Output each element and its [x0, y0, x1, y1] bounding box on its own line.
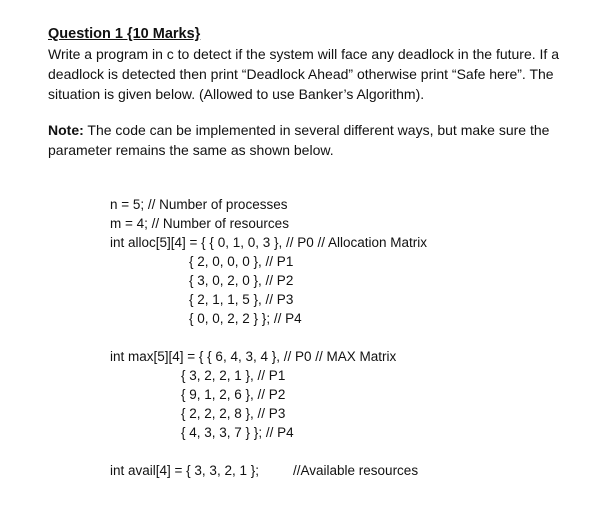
alloc-line-2: { 3, 0, 2, 0 }, // P2 [189, 273, 294, 288]
note-label: Note: [48, 122, 84, 138]
max-line-4: { 4, 3, 3, 7 } }; // P4 [181, 425, 294, 440]
avail-line-code: int avail[4] = { 3, 3, 2, 1 }; [110, 463, 259, 478]
code-line-n: n = 5; // Number of processes [110, 197, 288, 212]
alloc-line-1: { 2, 0, 0, 0 }, // P1 [189, 254, 294, 269]
alloc-line-3: { 2, 1, 1, 5 }, // P3 [189, 292, 294, 307]
note-paragraph [48, 120, 583, 160]
alloc-line-0: int alloc[5][4] = { { 0, 1, 0, 3 }, // P0 // Allocation Matrix [110, 235, 428, 250]
alloc-line-4: { 0, 0, 2, 2 } }; // P4 [189, 311, 302, 326]
avail-line-comment: //Available resources [293, 463, 419, 478]
code-line-m: m = 4; // Number of resources [110, 216, 289, 231]
max-line-3: { 2, 2, 2, 8 }, // P3 [181, 406, 286, 421]
question-heading: Question 1 {10 Marks} [48, 26, 201, 42]
max-line-2: { 9, 1, 2, 6 }, // P2 [181, 387, 286, 402]
note-text: The code can be implemented in several different ways, but make sure the parameter remains the same as shown below. [48, 122, 550, 158]
max-line-1: { 3, 2, 2, 1 }, // P1 [181, 368, 286, 383]
max-line-0: int max[5][4] = { { 6, 4, 3, 4 }, // P0 // MAX Matrix [110, 349, 397, 364]
question-body: Write a program in c to detect if the system will face any deadlock in the future. If a deadlock is detected then print “Deadlock Ahead” otherwise print “Safe here”. The situation is given below. (Allowed to use Banker’s Algorithm). [48, 46, 559, 102]
